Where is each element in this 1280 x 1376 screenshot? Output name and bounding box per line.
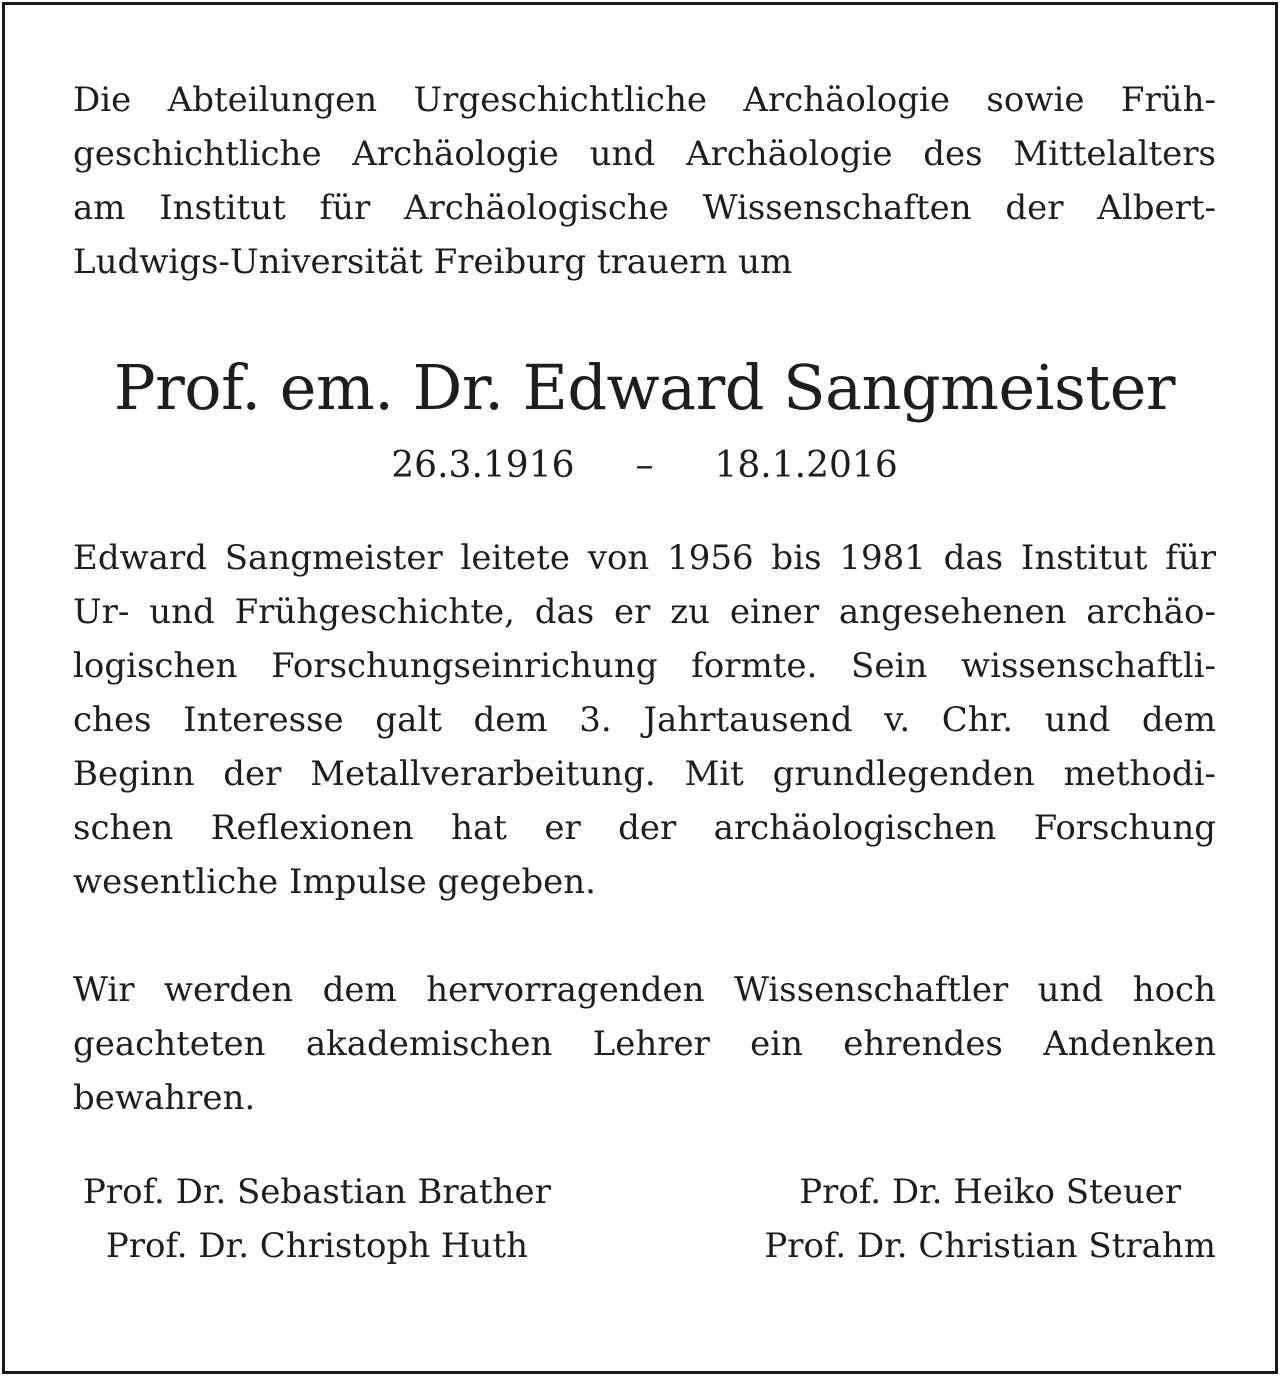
bio-line: schen Reflexionen hat er der archäologischen Forschung bbox=[73, 808, 1216, 848]
closing-paragraph bbox=[73, 963, 1216, 1125]
intro-line: Die Abteilungen Urgeschichtliche Archäologie sowie Früh- bbox=[73, 80, 1216, 120]
date-separator: – bbox=[635, 445, 654, 486]
signatories bbox=[73, 1165, 1216, 1273]
death-date: 18.1.2016 bbox=[714, 445, 898, 486]
signatory-name: Prof. Dr. Christian Strahm bbox=[764, 1226, 1216, 1266]
intro-line: am Institut für Archäologische Wissenschaften der Albert- bbox=[73, 188, 1216, 228]
deceased-name: Prof. em. Dr. Edward Sangmeister bbox=[113, 351, 1176, 424]
birth-date: 26.3.1916 bbox=[391, 445, 575, 486]
signatories-right bbox=[764, 1165, 1216, 1273]
signatory-name: Prof. Dr. Heiko Steuer bbox=[799, 1172, 1182, 1212]
closing-line: geachteten akademischen Lehrer ein ehrendes Andenken bbox=[73, 1024, 1216, 1064]
signatories-left bbox=[83, 1165, 551, 1273]
bio-paragraph bbox=[73, 531, 1216, 909]
life-dates bbox=[73, 439, 1216, 493]
intro-line: geschichtliche Archäologie und Archäologie des Mittelalters bbox=[73, 134, 1216, 174]
closing-line: bewahren. bbox=[73, 1078, 256, 1118]
bio-line: Ur- und Frühgeschichte, das er zu einer angesehenen archäo- bbox=[73, 592, 1216, 632]
bio-line: logischen Forschungseinrichung formte. Sein wissenschaftli- bbox=[73, 646, 1216, 686]
bio-line: Edward Sangmeister leitete von 1956 bis 1981 das Institut für bbox=[73, 538, 1216, 578]
signatory-name: Prof. Dr. Sebastian Brather bbox=[83, 1172, 551, 1212]
closing-line: Wir werden dem hervorragenden Wissenschaftler und hoch bbox=[73, 970, 1216, 1010]
bio-line: ches Interesse galt dem 3. Jahrtausend v. Chr. und dem bbox=[73, 700, 1216, 740]
bio-line: Beginn der Metallverarbeitung. Mit grundlegenden methodi- bbox=[73, 754, 1216, 794]
obituary-notice bbox=[2, 2, 1278, 1374]
intro-line: Ludwigs-Universität Freiburg trauern um bbox=[73, 242, 793, 282]
signatory-name: Prof. Dr. Christoph Huth bbox=[105, 1226, 529, 1266]
intro-paragraph bbox=[73, 73, 1216, 289]
bio-line: wesentliche Impulse gegeben. bbox=[73, 862, 596, 902]
